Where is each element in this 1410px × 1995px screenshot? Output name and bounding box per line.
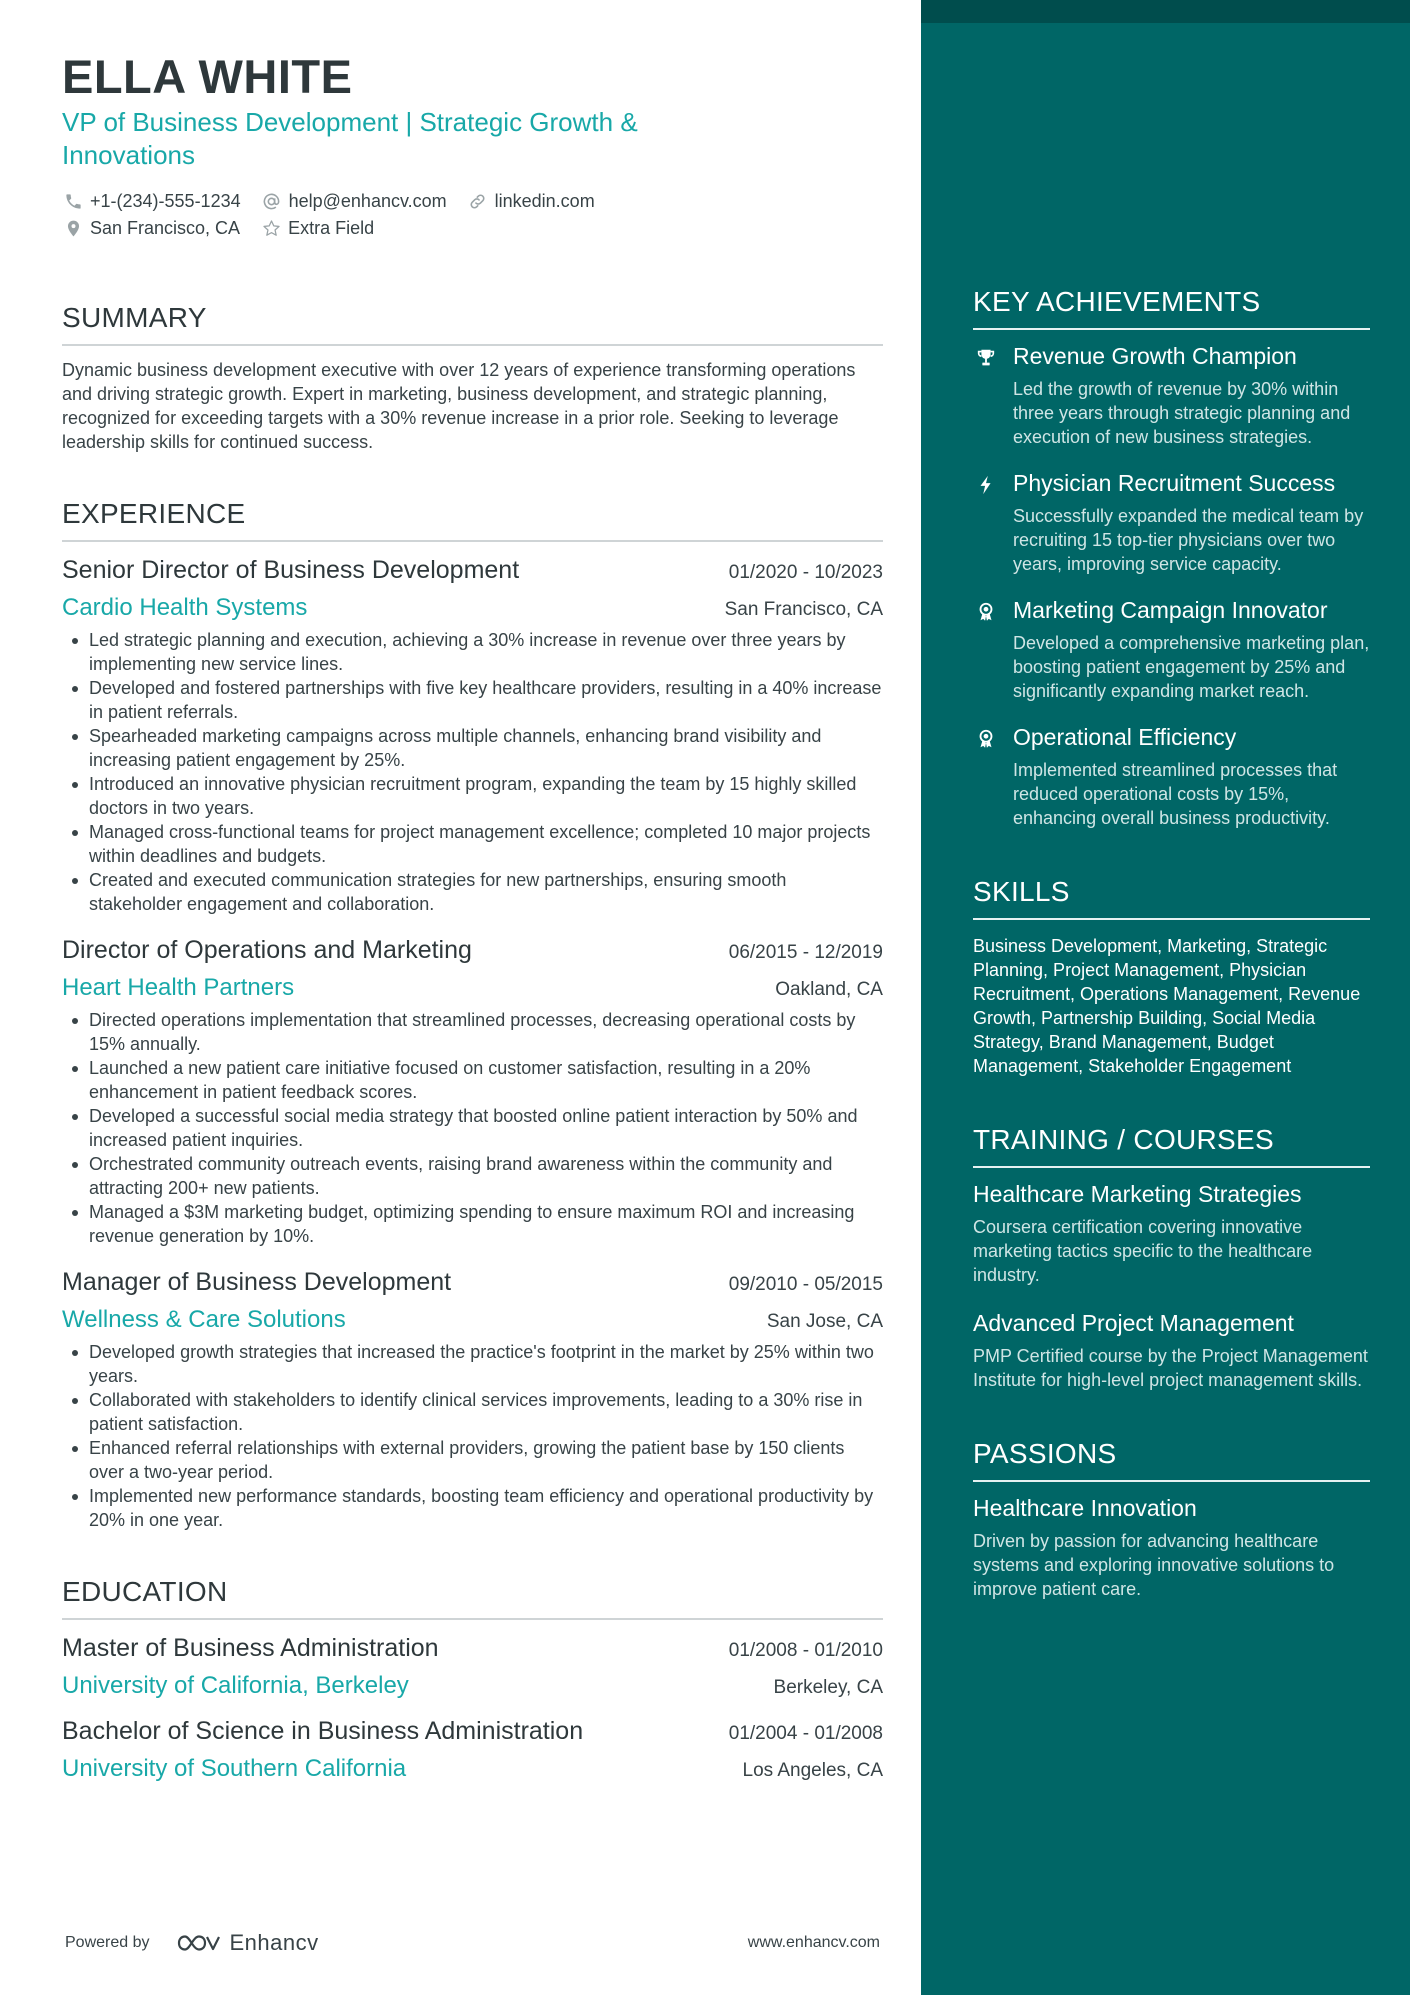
job-dates: 01/2020 - 10/2023 xyxy=(728,562,883,583)
skills-section xyxy=(973,874,1370,1078)
contact-row xyxy=(62,215,883,242)
location-pin-icon xyxy=(62,218,84,240)
contact-phone[interactable] xyxy=(62,188,241,215)
school-location: Berkeley, CA xyxy=(773,1677,883,1698)
phone-icon xyxy=(62,191,84,213)
achievement-item xyxy=(973,723,1370,830)
job-company: Wellness & Care Solutions xyxy=(62,1306,346,1333)
school-name: University of Southern California xyxy=(62,1755,407,1782)
main-column xyxy=(62,50,883,1784)
achievement-description: Successfully expanded the medical team by recruiting 15 top-tier physicians over two years, improving service capacity. xyxy=(1013,506,1364,574)
experience-heading: EXPERIENCE xyxy=(62,496,883,542)
education-entry xyxy=(62,1715,883,1784)
job-bullets xyxy=(62,1340,883,1532)
job-dates: 09/2010 - 05/2015 xyxy=(728,1274,883,1295)
at-icon xyxy=(261,191,283,213)
contact-email[interactable] xyxy=(261,188,447,215)
job-entry xyxy=(62,934,883,1248)
bullet-item: Led strategic planning and execution, achieving a 30% increase in revenue over three years by implementing new service lines. xyxy=(89,628,883,676)
achievement-description: Led the growth of revenue by 30% within three years through strategic planning and execution of new business strategies. xyxy=(1013,379,1351,447)
education-heading: EDUCATION xyxy=(62,1574,883,1620)
achievements-section xyxy=(973,284,1370,830)
job-title: Senior Director of Business Development xyxy=(62,556,520,584)
page-footer xyxy=(65,1930,880,1956)
course-description: PMP Certified course by the Project Management Institute for high-level project management skills. xyxy=(973,1346,1368,1390)
candidate-headline: VP of Business Development | Strategic Growth & Innovations xyxy=(62,107,638,170)
job-title: Manager of Business Development xyxy=(62,1268,452,1296)
job-company: Heart Health Partners xyxy=(62,974,295,1001)
sidebar-top-bar xyxy=(921,0,1410,23)
job-company: Cardio Health Systems xyxy=(62,594,308,621)
contact-location xyxy=(62,215,240,242)
lightning-icon xyxy=(973,469,999,576)
bullet-item: Introduced an innovative physician recruitment program, expanding the team by 15 highly skilled doctors in two years. xyxy=(89,772,883,820)
passion-item xyxy=(973,1494,1370,1601)
experience-section xyxy=(62,496,883,1532)
enhancv-logo-icon xyxy=(176,1932,222,1954)
skills-heading: SKILLS xyxy=(973,874,1370,920)
contact-row xyxy=(62,188,883,215)
course-item xyxy=(973,1180,1370,1287)
bullet-item: Directed operations implementation that streamlined processes, decreasing operational costs by 15% annually. xyxy=(89,1008,883,1056)
bullet-item: Spearheaded marketing campaigns across multiple channels, enhancing brand visibility and increasing patient engagement by 25%. xyxy=(89,724,883,772)
bullet-item: Developed a successful social media strategy that boosted online patient interaction by 50% and increased patient inquiries. xyxy=(89,1104,883,1152)
bullet-item: Enhanced referral relationships with external providers, growing the patient base by 150 clients over a two-year period. xyxy=(89,1436,883,1484)
bullet-item: Launched a new patient care initiative focused on customer satisfaction, resulting in a 20% enhancement in patient feedback scores. xyxy=(89,1056,883,1104)
training-heading: TRAINING / COURSES xyxy=(973,1122,1370,1168)
degree-title: Master of Business Administration xyxy=(62,1634,439,1662)
enhancv-logo[interactable] xyxy=(176,1930,319,1956)
contact-linkedin[interactable] xyxy=(467,188,595,215)
course-description: Coursera certification covering innovative marketing tactics specific to the healthcare industry. xyxy=(973,1217,1313,1285)
bullet-item: Orchestrated community outreach events, raising brand awareness within the community and attracting 200+ new patients. xyxy=(89,1152,883,1200)
education-entry xyxy=(62,1632,883,1701)
sidebar-content xyxy=(973,284,1370,1601)
bullet-item: Created and executed communication strategies for new partnerships, ensuring smooth stakeholder engagement and collaboration. xyxy=(89,868,883,916)
achievement-title: Marketing Campaign Innovator xyxy=(1013,597,1328,623)
job-entry xyxy=(62,554,883,916)
education-dates: 01/2008 - 01/2010 xyxy=(728,1640,883,1661)
job-location: San Jose, CA xyxy=(766,1311,883,1332)
extra-text: Extra Field xyxy=(288,218,375,238)
summary-heading: SUMMARY xyxy=(62,300,883,346)
passion-title: Healthcare Innovation xyxy=(973,1495,1197,1521)
award-icon xyxy=(973,723,999,830)
bullet-item: Managed a $3M marketing budget, optimizing spending to ensure maximum ROI and increasing revenue generation by 10%. xyxy=(89,1200,883,1248)
job-bullets xyxy=(62,628,883,916)
job-location: San Francisco, CA xyxy=(724,599,883,620)
achievement-title: Operational Efficiency xyxy=(1013,724,1237,750)
website-link[interactable]: www.enhancv.com xyxy=(747,1934,880,1951)
achievements-heading: KEY ACHIEVEMENTS xyxy=(973,284,1370,330)
achievement-item xyxy=(973,596,1370,703)
training-section xyxy=(973,1122,1370,1392)
job-location: Oakland, CA xyxy=(775,979,883,1000)
achievement-item xyxy=(973,469,1370,576)
phone-text: +1-(234)-555-1234 xyxy=(90,191,241,211)
achievement-description: Developed a comprehensive marketing plan, boosting patient engagement by 25% and significantly expanding market reach. xyxy=(1013,633,1370,701)
award-icon xyxy=(973,596,999,703)
bullet-item: Managed cross-functional teams for project management excellence; completed 10 major projects within deadlines and budgets. xyxy=(89,820,883,868)
bullet-item: Developed growth strategies that increased the practice's footprint in the market by 25% within two years. xyxy=(89,1340,883,1388)
contact-extra xyxy=(260,215,374,242)
email-text: help@enhancv.com xyxy=(288,191,447,211)
course-item xyxy=(973,1309,1370,1392)
achievement-description: Implemented streamlined processes that reduced operational costs by 15%, enhancing overall business productivity. xyxy=(1013,760,1338,828)
degree-title: Bachelor of Science in Business Administration xyxy=(62,1717,584,1745)
bullet-item: Implemented new performance standards, boosting team efficiency and operational productivity by 20% in one year. xyxy=(89,1484,883,1532)
linkedin-text: linkedin.com xyxy=(494,191,595,211)
course-title: Advanced Project Management xyxy=(973,1310,1294,1336)
passions-heading: PASSIONS xyxy=(973,1436,1370,1482)
job-title: Director of Operations and Marketing xyxy=(62,936,472,964)
achievement-title: Revenue Growth Champion xyxy=(1013,343,1297,369)
skills-list: Business Development, Marketing, Strategic Planning, Project Management, Physician Recruitment, Operations Management, Revenue Growth, Partnership Building, Social Media Strategy, Brand Management, Budget Management, Stakeholder Engagement xyxy=(973,936,1361,1076)
trophy-icon xyxy=(973,342,999,449)
job-bullets xyxy=(62,1008,883,1248)
education-section xyxy=(62,1574,883,1784)
achievement-title: Physician Recruitment Success xyxy=(1013,470,1336,496)
contact-info xyxy=(62,188,883,242)
star-icon xyxy=(260,218,282,240)
candidate-name: ELLA WHITE xyxy=(62,50,353,103)
job-entry xyxy=(62,1266,883,1532)
passion-description: Driven by passion for advancing healthcare systems and exploring innovative solutions to improve patient care. xyxy=(973,1531,1335,1599)
bullet-item: Collaborated with stakeholders to identify clinical services improvements, leading to a 30% rise in patient satisfaction. xyxy=(89,1388,883,1436)
job-dates: 06/2015 - 12/2019 xyxy=(728,942,883,963)
link-icon xyxy=(467,191,489,213)
achievement-item xyxy=(973,342,1370,449)
passions-section xyxy=(973,1436,1370,1601)
summary-section xyxy=(62,300,883,454)
location-text: San Francisco, CA xyxy=(90,218,241,238)
enhancv-logo-text: Enhancv xyxy=(229,1930,319,1955)
education-dates: 01/2004 - 01/2008 xyxy=(728,1723,883,1744)
powered-by xyxy=(65,1930,319,1956)
course-title: Healthcare Marketing Strategies xyxy=(973,1181,1302,1207)
school-location: Los Angeles, CA xyxy=(742,1760,883,1781)
school-name: University of California, Berkeley xyxy=(62,1672,409,1699)
sidebar xyxy=(921,0,1410,1995)
powered-by-label: Powered by xyxy=(65,1934,150,1951)
summary-text: Dynamic business development executive with over 12 years of experience transforming operations and driving strategic growth. Expert in marketing, business development, and strategic planning, recognized for exceeding targets with a 30% revenue increase in a prior role. Seeking to leverage leadership skills for continued success. xyxy=(62,360,856,452)
bullet-item: Developed and fostered partnerships with five key healthcare providers, resulting in a 40% increase in patient referrals. xyxy=(89,678,882,722)
